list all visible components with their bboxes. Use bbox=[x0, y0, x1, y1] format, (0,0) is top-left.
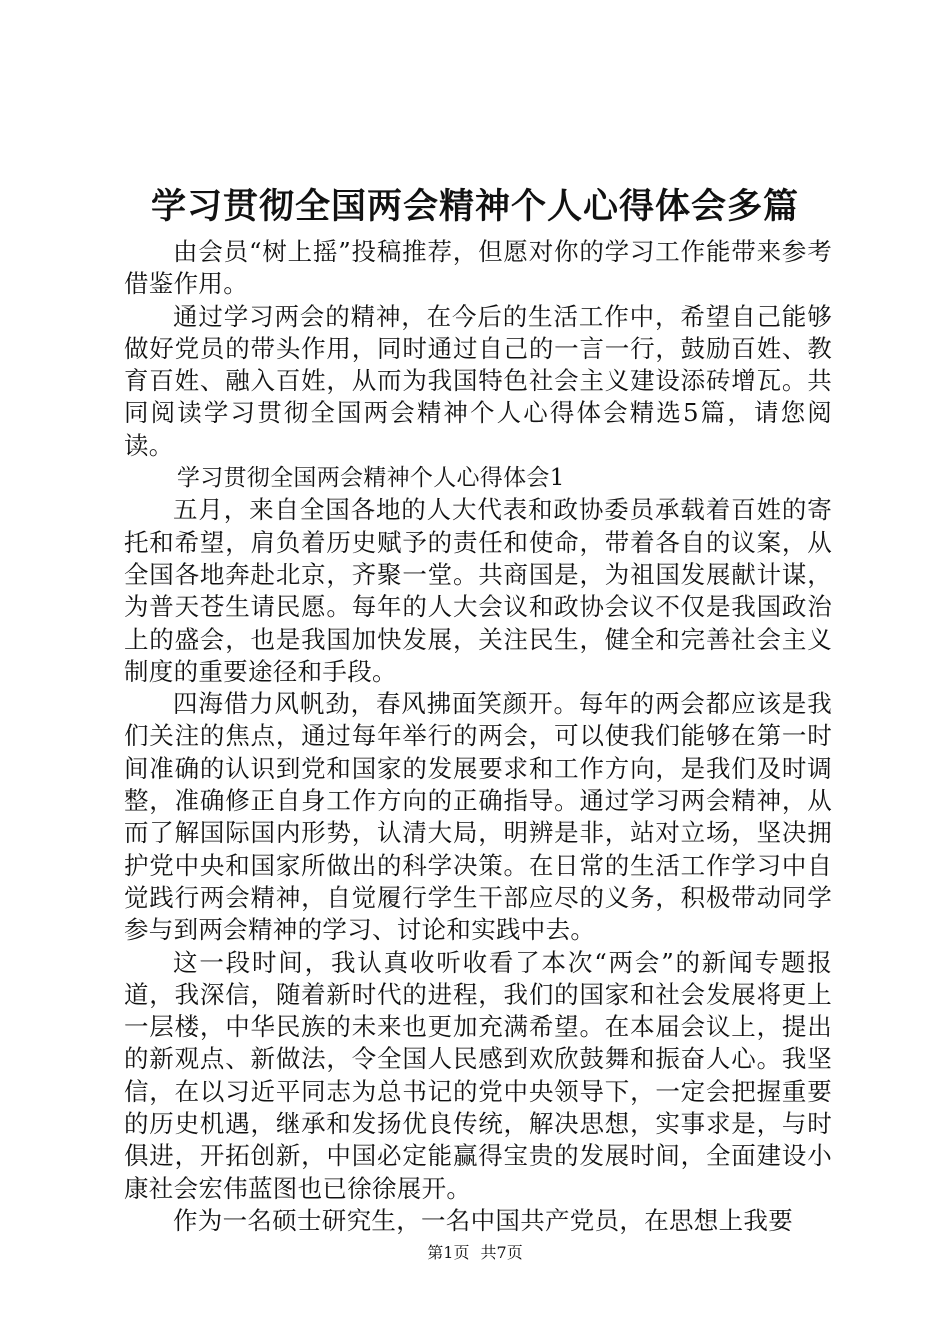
body-paragraph: 通过学习两会的精神，在今后的生活工作中，希望自己能够做好党员的带头作用，同时通过自己的一言一行，鼓励百姓、教育百姓、融入百姓，从而为我国特色社会主义建设添砖增瓦。共同阅读学习贯彻全国两会精神个人心得体会精选5篇，请您阅读。 bbox=[124, 301, 832, 460]
body-paragraph: 四海借力风帆劲，春风拂面笑颜开。每年的两会都应该是我们关注的焦点，通过每年举行的两会，可以使我们能够在第一时间准确的认识到党和国家的发展要求和工作方向，是我们及时调整，准确修正自身工作方向的正确指导。通过学习两会精神，从而了解国际国内形势，认清大局，明辨是非，站对立场，坚决拥护党中央和国家所做出的科学决策。在日常的生活工作学习中自觉践行两会精神，自觉履行学生干部应尽的义务，积极带动同学参与到两会精神的学习、讨论和实践中去。 bbox=[124, 689, 832, 945]
document-body bbox=[124, 236, 832, 1237]
page-total: 共7页 bbox=[480, 1243, 523, 1262]
page-number: 第1页 bbox=[427, 1243, 470, 1262]
intro-paragraph: 由会员“树上摇”投稿推荐，但愿对你的学习工作能带来参考借鉴作用。 bbox=[124, 237, 832, 299]
body-paragraph: 五月，来自全国各地的人大代表和政协委员承载着百姓的寄托和希望，肩负着历史赋予的责任和使命，带着各自的议案，从全国各地奔赴北京，齐聚一堂。共商国是，为祖国发展献计谋，为普天苍生请民愿。每年的人大会议和政协会议不仅是我国政治上的盛会，也是我国加快发展，关注民生，健全和完善社会主义制度的重要途径和手段。 bbox=[124, 495, 832, 686]
section-heading: 学习贯彻全国两会精神个人心得体会1 bbox=[176, 465, 565, 492]
body-paragraph: 这一段时间，我认真收听收看了本次“两会”的新闻专题报道，我深信，随着新时代的进程，我们的国家和社会发展将更上一层楼，中华民族的未来也更加充满希望。在本届会议上，提出的新观点、新做法，令全国人民感到欢欣鼓舞和振奋人心。我坚信，在以习近平同志为总书记的党中央领导下，一定会把握重要的历史机遇，继承和发扬优良传统，解决思想，实事求是，与时俱进，开拓创新，中国必定能赢得宝贵的发展时间，全面建设小康社会宏伟蓝图也已徐徐展开。 bbox=[124, 947, 832, 1203]
document-title: 学习贯彻全国两会精神个人心得体会多篇 bbox=[150, 186, 799, 227]
page-footer bbox=[0, 1242, 950, 1264]
body-paragraph: 作为一名硕士研究生，一名中国共产党员，在思想上我要 bbox=[173, 1205, 793, 1235]
